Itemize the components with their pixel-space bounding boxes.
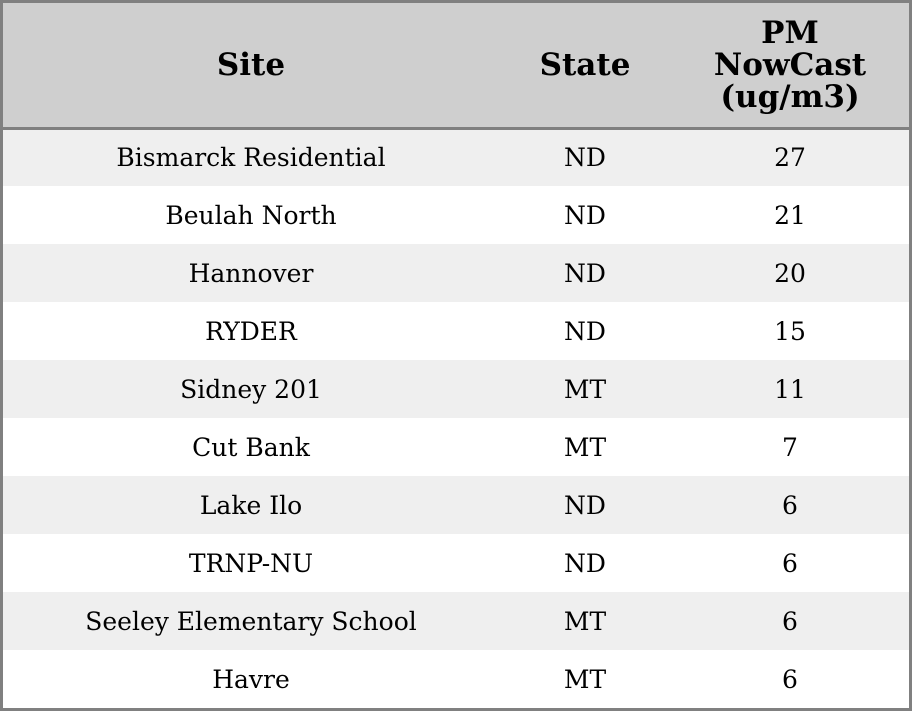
table-body	[3, 128, 909, 708]
table-row	[3, 128, 909, 186]
table-row	[3, 650, 909, 708]
table-row	[3, 360, 909, 418]
table-row	[3, 418, 909, 476]
cell-pm-value: 6	[782, 606, 798, 636]
header-pm-line-2: NowCast	[713, 46, 867, 83]
cell-state: MT	[563, 606, 607, 636]
cell-site: Havre	[212, 664, 290, 694]
cell-state: ND	[564, 200, 606, 230]
cell-state: ND	[564, 490, 606, 520]
cell-pm-value: 11	[774, 374, 806, 404]
cell-state: MT	[563, 374, 607, 404]
header-state: State	[499, 3, 671, 128]
cell-site: Sidney 201	[180, 374, 322, 404]
cell-pm-value: 15	[774, 316, 806, 346]
cell-pm-value: 27	[774, 143, 806, 173]
cell-state: ND	[564, 316, 606, 346]
cell-site: TRNP-NU	[188, 548, 314, 578]
table-row	[3, 534, 909, 592]
table-row	[3, 186, 909, 244]
pm-nowcast-table	[3, 3, 909, 708]
table-row	[3, 302, 909, 360]
cell-pm-value: 7	[782, 432, 798, 462]
cell-site: RYDER	[205, 316, 297, 346]
cell-site: Cut Bank	[192, 432, 310, 462]
cell-state: ND	[564, 258, 606, 288]
cell-pm-value: 21	[774, 200, 806, 230]
cell-state: MT	[563, 432, 607, 462]
header-pm-nowcast	[671, 3, 909, 128]
cell-site: Beulah North	[165, 200, 337, 230]
table-row	[3, 476, 909, 534]
cell-state: ND	[564, 143, 606, 173]
header-pm-line-3: (ug/m3)	[720, 78, 860, 115]
cell-site: Lake Ilo	[199, 490, 303, 520]
cell-pm-value: 6	[782, 490, 798, 520]
table-header-row	[3, 3, 909, 128]
cell-site: Seeley Elementary School	[85, 606, 417, 636]
cell-pm-value: 6	[782, 548, 798, 578]
header-site: Site	[3, 3, 499, 128]
cell-pm-value: 6	[782, 664, 798, 694]
header-pm-line-1: PM	[761, 14, 819, 51]
cell-site: Bismarck Residential	[116, 143, 386, 173]
cell-state: ND	[564, 548, 606, 578]
cell-pm-value: 20	[774, 258, 806, 288]
cell-state: MT	[563, 664, 607, 694]
cell-site: Hannover	[188, 258, 314, 288]
table-row	[3, 592, 909, 650]
table-row	[3, 244, 909, 302]
